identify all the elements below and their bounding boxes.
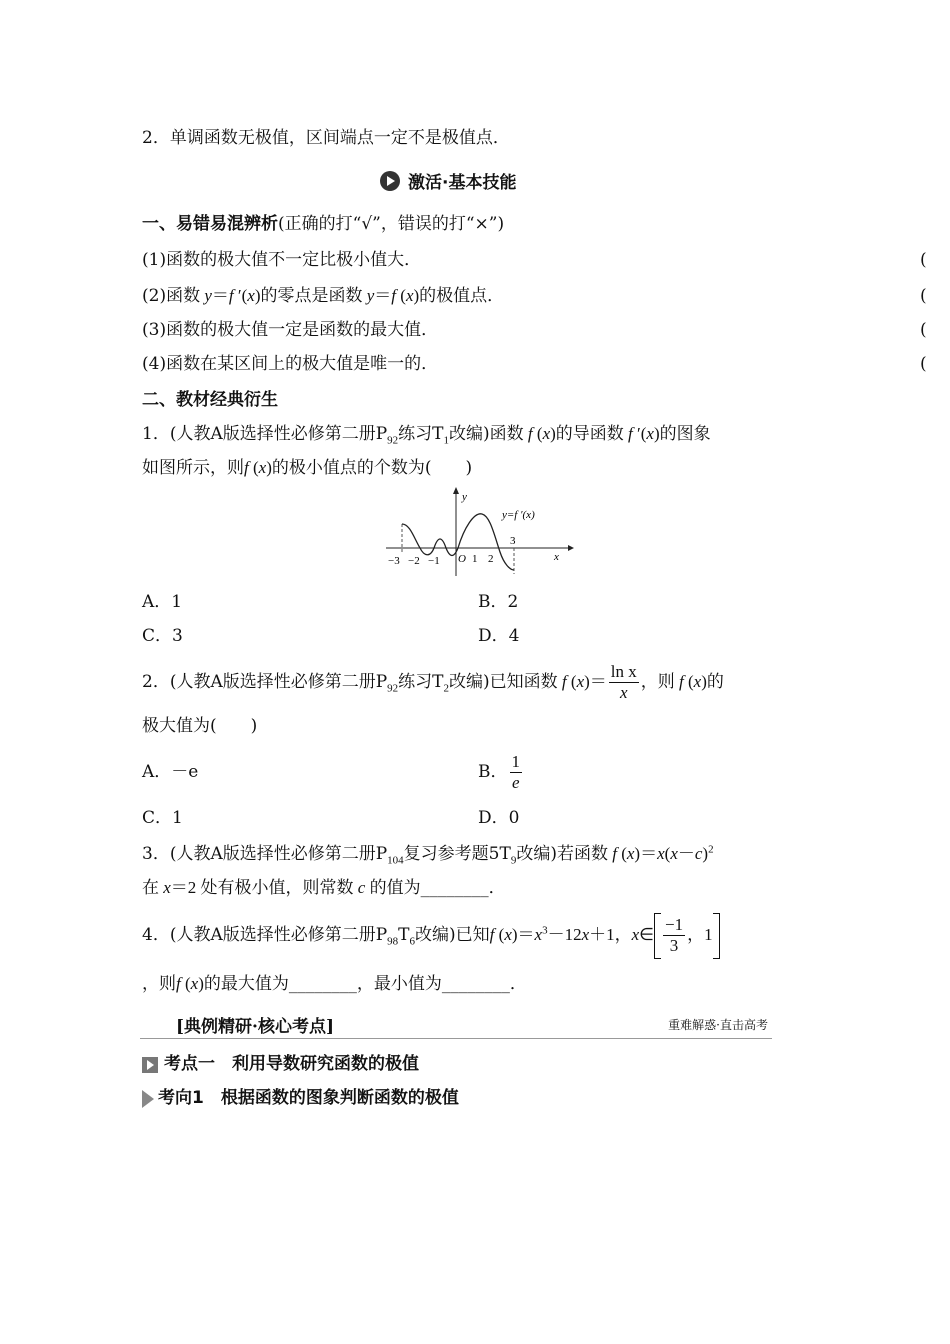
q1-option-b: B．2 (478, 592, 519, 612)
q4-mid: T (398, 925, 410, 945)
core-banner (140, 1010, 772, 1039)
q2-option-d: D．0 (478, 808, 520, 828)
x-axis-arrow (568, 545, 574, 551)
q2-frac-num: ln x (610, 662, 637, 681)
q4-interval-den: 3 (669, 936, 679, 955)
q4-line2: ，则f (x)的最大值为________，最小值为________． (142, 974, 527, 994)
curve-label: y=f ′(x) (502, 509, 535, 521)
judge-item-3: (3)函数的极大值一定是函数的最大值． (142, 320, 439, 340)
triangle-icon (142, 1090, 154, 1108)
judge-item-2-text: (2)函数 (142, 286, 201, 306)
kaoxiang-label: 考向1 (158, 1088, 204, 1108)
q2-b-den: e (511, 773, 520, 792)
q1-sub1: 92 (387, 434, 399, 447)
part1-instruction: (正确的打“√”，错误的打“×”) (278, 214, 505, 234)
answer-paren-1: ( (920, 250, 927, 270)
section-title: 激活·基本技能 (408, 173, 517, 193)
q1-sub2: 1 (443, 434, 450, 447)
q1-mid: 练习T (398, 424, 444, 444)
q3-line2: 在 x＝2 处有极小值，则常数 c 的值为________． (142, 878, 506, 898)
left-bracket (654, 913, 661, 959)
q2-line2: 极大值为( ) (142, 716, 258, 736)
x-label: x (554, 551, 559, 563)
right-bracket (713, 913, 720, 959)
q1-line2: 如图所示，则f (x)的极小值点的个数为( ) (142, 458, 473, 478)
answer-paren-3: ( (920, 320, 927, 340)
core-banner-right: 重难解惑·直击高考 (668, 1018, 768, 1032)
q1-option-c: C．3 (142, 626, 183, 646)
q1-option-a: A．1 (142, 592, 183, 612)
q2-frac-den: x (620, 683, 628, 702)
derivative-graph (380, 484, 580, 580)
q3-line2-text: 处有极小值，则常数 (200, 878, 354, 898)
kaoxiang-line (142, 1086, 459, 1110)
q1-stem: 1．(人教A版选择性必修第二册$P_{92}$练习$T_1$改编)函数 f (x)的导函数 f ′(x)的图象 (142, 424, 711, 447)
part1-heading-line (142, 212, 504, 236)
q4-line2-prefix: ，则 (142, 974, 176, 994)
q3-stem-text: 3．(人教A版选择性必修第二册P (142, 844, 388, 864)
q4-sub2: 6 (409, 935, 416, 948)
answer-paren-4: ( (920, 354, 927, 374)
q4-tail: 改编)已知 (415, 925, 490, 945)
q2-mid: 练习T (398, 672, 444, 692)
q2-tail: 改编)已知函数 (449, 672, 558, 692)
kaodian-line (142, 1052, 419, 1076)
q2-b-num: 1 (511, 752, 520, 771)
q1-line2-text: 如图所示，则 (142, 458, 244, 478)
tick-label: −3 (388, 555, 400, 567)
q3-sub2: 9 (510, 854, 517, 867)
play-square-icon (142, 1057, 158, 1073)
kaodian-title: 考点一 利用导数研究函数的极值 (164, 1054, 419, 1074)
tick-label: −2 (408, 555, 420, 567)
q4-stem-text: 4．(人教A版选择性必修第二册P (142, 925, 388, 945)
q2-option-a: A．－e (142, 762, 199, 782)
answer-paren-2: ( (920, 286, 927, 306)
q1-stem-text: 1．(人教A版选择性必修第二册P (142, 424, 388, 444)
y-label: y (462, 491, 467, 503)
kaoxiang-text: 根据函数的图象判断函数的极值 (220, 1088, 459, 1108)
q1-tail: 改编)函数 (449, 424, 524, 444)
q4-interval-right: 1 (704, 925, 713, 944)
q4-interval-num: −1 (664, 915, 684, 934)
q2-stem: 2．(人教A版选择性必修第二册$P_{92}$练习$T_2$改编)已知函数 f (x)＝ $\frac{\text{ln x}}{x}$ ，则 f (x)的 (142, 662, 724, 702)
core-banner-title: [典例精研·核心考点] (176, 1017, 335, 1037)
q2-option-b-label: B． (478, 762, 508, 782)
part1-heading: 一、易错易混辨析 (142, 214, 278, 234)
note-2: 2．单调函数无极值，区间端点一定不是极值点． (142, 128, 510, 148)
q1-option-d: D．4 (478, 626, 520, 646)
q2-option-c: C．1 (142, 808, 183, 828)
q2-fraction (609, 662, 639, 703)
tick-label: 2 (488, 553, 494, 565)
judge-item-2: (2)函数 y＝f ′(x)的零点是函数 y＝f (x)的极值点． (142, 286, 505, 306)
q2-sub2: 2 (443, 682, 450, 695)
y-axis-arrow (453, 487, 459, 494)
q2-sub1: 92 (387, 682, 399, 695)
q2-stem-text: 2．(人教A版选择性必修第二册P (142, 672, 388, 692)
q3-sub1: 104 (387, 854, 404, 867)
q4-stem: 4．(人教A版选择性必修第二册$P_{98}T_6$改编)已知f $(x)=x^3-12x+1$，x∈ $\frac{-1}{3}$ ，1 (142, 910, 720, 960)
judge-item-1: (1)函数的极大值不一定比极小值大． (142, 250, 422, 270)
tick-label: O (458, 553, 466, 565)
q3-tail: 改编)若函数 (516, 844, 608, 864)
tick-label: 3 (510, 535, 516, 547)
q2-option-b-fraction (510, 752, 523, 793)
play-icon (380, 171, 400, 191)
q4-sub1: 98 (387, 935, 399, 948)
q3-mid: 复习参考题5T (403, 844, 511, 864)
judge-item-4: (4)函数在某区间上的极大值是唯一的． (142, 354, 439, 374)
part2-heading: 二、教材经典衍生 (142, 390, 278, 410)
tick-label: −1 (428, 555, 440, 567)
tick-label: 1 (472, 553, 478, 565)
q4-interval-fraction (663, 915, 685, 956)
q4-line2-text: 的最大值为________，最小值为________． (203, 974, 527, 994)
q3-stem: 3．(人教A版选择性必修第二册$P_{104}$复习参考题$5T_9$改编)若函数 f $(x)=x(x-c)^2$ (142, 843, 714, 867)
q2-option-b (478, 750, 524, 794)
section-header (380, 168, 516, 193)
